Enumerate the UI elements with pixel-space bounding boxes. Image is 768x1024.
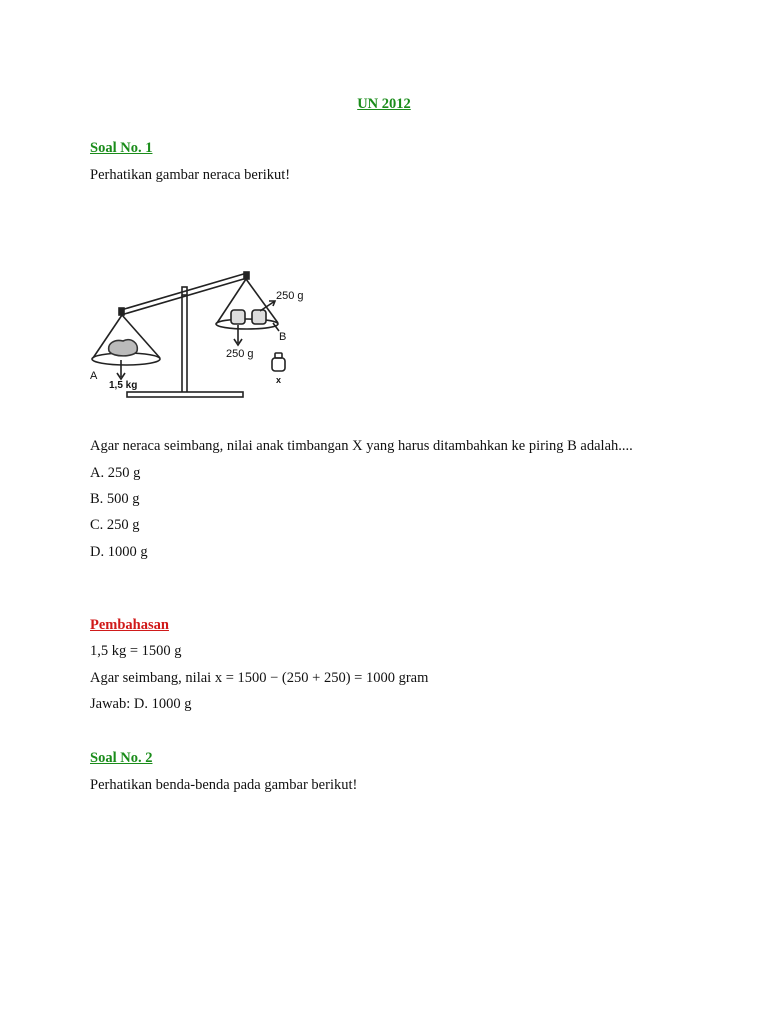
pan-b	[216, 319, 278, 329]
weight-x	[272, 358, 285, 371]
option-c: C. 250 g	[90, 517, 140, 533]
label-weight-bottom: 250 g	[226, 348, 254, 360]
beam-end-left	[119, 308, 124, 315]
question-1-text: Agar neraca seimbang, nilai anak timbangan X yang harus ditambahkan ke piring B adalah....	[90, 438, 633, 454]
question-2-heading: Soal No. 2	[90, 750, 153, 766]
document-title: UN 2012	[357, 96, 411, 112]
label-weight-top: 250 g	[276, 290, 304, 302]
scale-base	[127, 392, 243, 397]
option-d: D. 1000 g	[90, 544, 148, 560]
option-a: A. 250 g	[90, 465, 141, 481]
weight-2	[252, 310, 266, 324]
solution-line-2: Agar seimbang, nilai x = 1500 − (250 + 250) = 1000 gram	[90, 670, 429, 686]
balance-scale-figure	[85, 265, 325, 405]
rock-object	[109, 340, 138, 356]
question-1-heading: Soal No. 1	[90, 140, 153, 156]
weight-1	[231, 310, 245, 324]
solution-answer: Jawab: D. 1000 g	[90, 696, 192, 712]
option-b: B. 500 g	[90, 491, 140, 507]
label-a: A	[90, 370, 98, 382]
scale-beam-top	[121, 273, 247, 310]
label-b: B	[279, 331, 287, 343]
scale-beam-bottom	[121, 278, 247, 315]
question-2-intro: Perhatikan benda-benda pada gambar berikut!	[90, 777, 358, 793]
label-mass-a: 1,5 kg	[109, 380, 138, 391]
question-1-intro: Perhatikan gambar neraca berikut!	[90, 167, 291, 183]
beam-end-right	[244, 272, 249, 279]
label-x: x	[276, 375, 282, 385]
weight-x-handle	[275, 353, 282, 358]
solution-heading: Pembahasan	[90, 617, 169, 633]
solution-line-1: 1,5 kg = 1500 g	[90, 643, 182, 659]
